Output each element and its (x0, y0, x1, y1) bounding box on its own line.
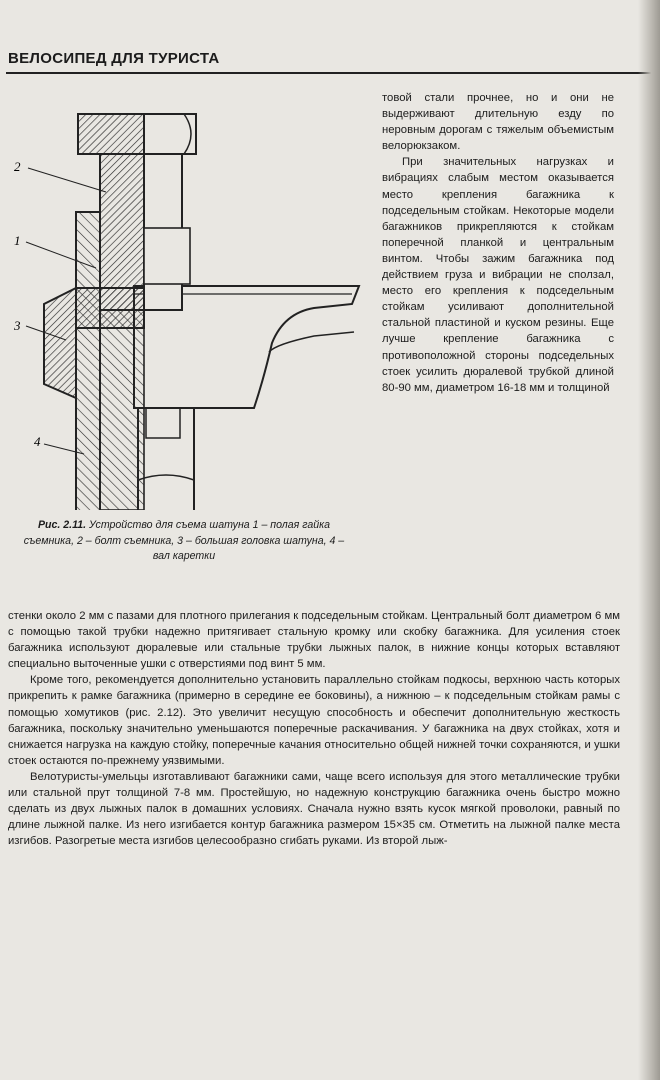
page-edge-shadow (638, 0, 660, 1080)
figure-crank-puller (14, 108, 364, 510)
label-2: 2 (14, 159, 21, 174)
paragraph: стенки около 2 мм с пазами для плотного прилегания к подседельным стойкам. Центральный болт диаметром 6 мм с помощью такой трубки надежно притягивает стальную кромку или скобку багажника. Для усиления стоек багажника используют дюралевые или стальные трубки лыжных палок, в нижние концы которых вставляют специально выточенные ушки с отверстиями под винт 5 мм. (8, 610, 620, 671)
paragraph: Кроме того, рекомендуется дополнительно установить параллельно стойкам подкосы, верхнюю часть которых прикрепить к рамке багажника (примерно в середине ее боковины), а нижнюю – к подседельным стойкам рамы с помощью хомутиков (рис. 2.12). Это увеличит несущую способность и обеспечит дополнительную жесткость багажника, поскольку значительно уменьшаются поперечные раскачивания. У багажника на двух стойках, хотя и снижается нагрузка на каждую стойку, поперечные качания относительно общей нижней точки сохраняются, и ушки стоек остаются по-прежнему уязвимыми. (8, 674, 620, 767)
label-1: 1 (14, 233, 21, 248)
crank-puller-drawing (14, 108, 364, 510)
running-head: ВЕЛОСИПЕД ДЛЯ ТУРИСТА (8, 50, 220, 67)
header-rule (6, 72, 654, 74)
spindle (138, 408, 194, 510)
paragraph: Велотуристы-умельцы изготавливают багажники сами, чаще всего используя для этого металлические трубки или стальной прут толщиной 7-8 мм. Простейшую, но надежную конструкцию багажника очень быстро можно сделать из двух лыжных палок в домашних условиях. Сначала нужно взять кусок мягкой проволоки, равный по длине лыжной палке. Из него изгибается контур багажника размером 15×35 см. Отметить на лыжной палке места изгибов. Разогретые места изгибов целесообразно сгибать руками. Из второй лыж- (8, 770, 620, 848)
caption-number: Рис. 2.11. (37, 519, 87, 531)
crank-big-head (44, 288, 76, 398)
label-3: 3 (14, 318, 21, 333)
paragraph: При значительных нагрузках и вибрациях слабым местом оказывается место крепления багажника к подседельным стойкам. Некоторые модели багажников прикрепляются к стойкам поперечной планкой и центральным винтом. Чтобы зажим багажника под действием груза и вибрации не сползал, место его крепления к подседельным стойкам усиливают дополнительной стальной пластиной и куском резины. Еще лучше крепление багажника с противоположной стороны подседельных стоек усилить дюралевой трубкой длиной 80-90 мм, диаметром 16-18 мм и толщиной (382, 156, 614, 394)
label-4: 4 (34, 434, 41, 449)
paragraph: товой стали прочнее, но и они не выдерживают длительную езду по неровным дорогам с тяжелым объемистым велорюкзаком. (382, 92, 614, 153)
right-column (382, 90, 614, 396)
figure-caption (14, 518, 354, 565)
main-text (8, 608, 620, 849)
caption-text: Устройство для съема шатуна 1 – полая гайка съемника, 2 – болт съемника, 3 – большая головка шатуна, 4 – вал каретки (23, 519, 345, 562)
